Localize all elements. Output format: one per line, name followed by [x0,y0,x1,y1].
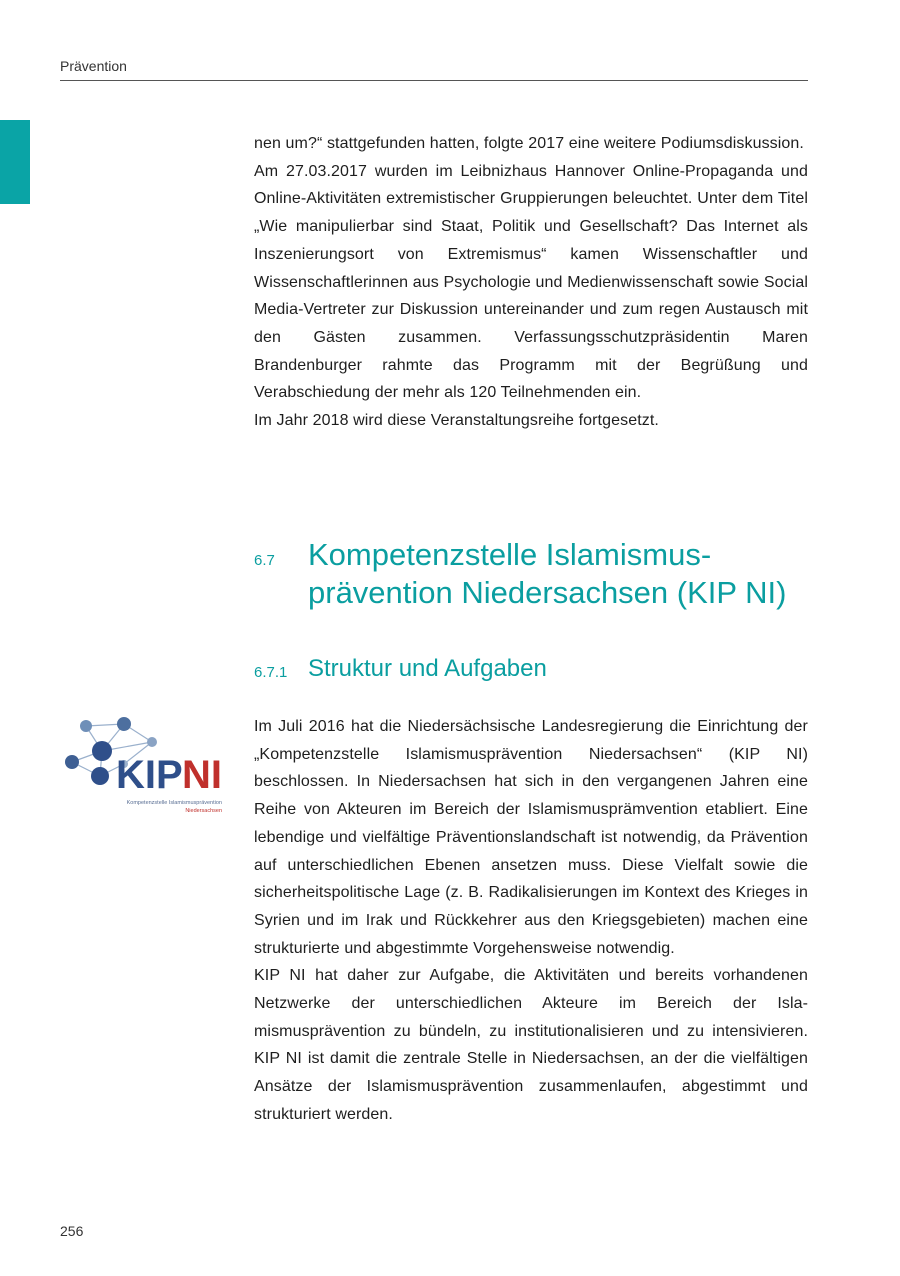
logo-wordmark-kip: KIP [116,753,183,797]
page-number: 256 [60,1223,84,1239]
body-paragraph-1: nen um?“ stattgefunden hatten, folgte 2017 eine weitere Podiumsdiskussion. Am 27.03.2017 wurden im Leibnizhaus Hannover Online-Propaganda und Online-Aktivitäten extremistischer Gruppierungen beleuchtet. Unter dem Titel „Wie manipulierbar sind Staat, Politik und Gesellschaft? Das Internet als Inszenierungsort von Extremismus“ kamen Wissenschaftler und Wissenschaftlerinnen aus Psychologie und Medienwissenschaft sowie Social Media-Vertreter zur Diskussion untereinander und zum regen Austausch mit den Gästen zusammen. Verfassungsschutzpräsidentin Maren Brandenburger rahmte das Programm mit der Begrüßung und Verabschiedung der mehr als 120 Teilnehmenden ein. Im Jahr 2018 wird diese Veranstaltungsreihe fortgesetzt. [254,135,808,430]
section-number: 6.7 [254,552,275,569]
section-title: Kompetenzstelle Islamismus- prävention Niedersachsen (KIP NI) [308,537,787,610]
kipni-logo [64,716,226,816]
running-header: Prävention [60,58,127,74]
logo-tagline: Kompetenzstelle Islamismusprävention [126,800,222,806]
subsection-number: 6.7.1 [254,664,288,681]
header-rule [60,80,808,81]
subsection-title: Struktur und Aufgaben [308,655,547,682]
logo-tagline-region: Niedersachsen [185,808,222,814]
logo-wordmark-ni: NI [182,753,222,797]
body-paragraph-2: Im Juli 2016 hat die Niedersächsische Landesregierung die Einrichtung der „Kompetenzstelle Islamismusprävention Niedersachsen“ (KIP NI) beschlossen. In Niedersachsen hat sich in den vergangenen Jahren eine Reihe von Akteuren im Bereich der Islamismusprämvention etabliert. Eine lebendige und vielfältige Präventionslandschaft ist notwendig, da Prävention auf unterschiedlichen Ebenen ansetzen muss. Diese Vielfalt sowie die sicherheitspolitische Lage (z. B. Radikalisierungen im Kontext des Krieges in Syrien und im Irak und Rückkehrer aus den Kriegsgebieten) machen eine strukturierte und abgestimmte Vorgehensweise notwendig. KIP NI hat daher zur Aufgabe, die Aktivitäten und bereits vorhandenen Netzwerke der unterschiedlichen Akteure im Bereich der Islamismusprävention zu bündeln, zu institutionalisieren und zu intensivieren. KIP NI ist damit die zentrale Stelle in Niedersachsen, an der die vielfältigen Ansätze der Islamismusprävention zusammenlaufen, abgestimmt und strukturiert werden. [254,718,808,1123]
chapter-tab-marker [0,120,30,204]
